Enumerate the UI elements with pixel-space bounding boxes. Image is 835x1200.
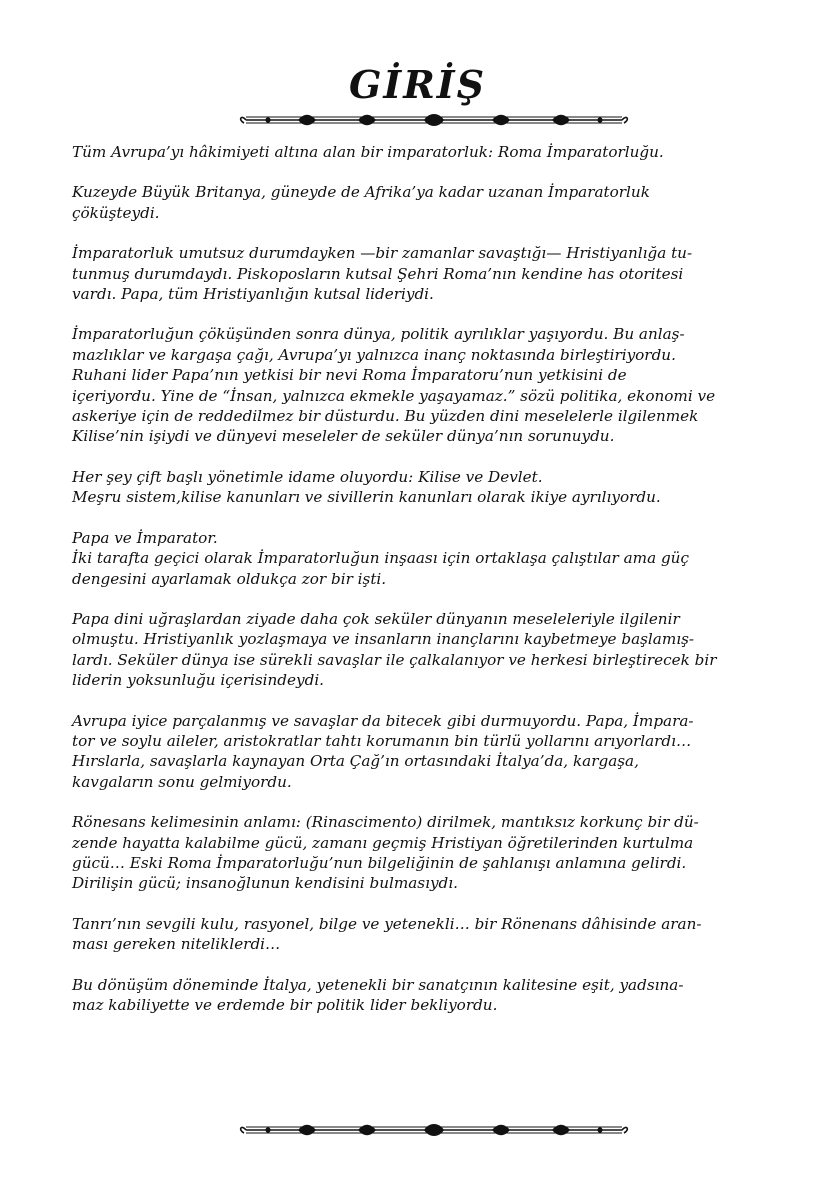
paragraph-line: Ruhani lider Papa’nın yetkisi bir nevi Roma İmparatoru’nun yetkisini de xyxy=(72,366,627,385)
paragraph-line: Dirilişin gücü; insanoğlunun kendisini bulmasıydı. xyxy=(72,874,458,893)
paragraph-line: Avrupa iyice parçalanmış ve savaşlar da bitecek gibi durmuyordu. Papa, İmpara- xyxy=(72,711,694,730)
paragraph-line: ması gereken niteliklerdi… xyxy=(72,935,281,954)
paragraph-line: içeriyordu. Yine de “İnsan, yalnızca ekmekle yaşayamaz.” sözü politika, ekonomi ve xyxy=(72,386,716,405)
paragraph xyxy=(72,182,784,223)
paragraph-line: Tanrı’nın sevgili kulu, rasyonel, bilge ve yetenekli… bir Rönenans dâhisinde aran- xyxy=(72,914,702,933)
paragraph-line: gücü… Eski Roma İmparatorluğu’nun bilgeliğinin de şahlanışı anlamına gelirdi. xyxy=(72,853,687,872)
paragraph-line: zende hayatta kalabilme gücü, zamanı geçmiş Hristiyan öğretilerinden kurtulma xyxy=(72,833,694,852)
paragraph-line: Papa ve İmparator. xyxy=(72,528,218,547)
paragraph xyxy=(72,324,784,446)
body-text xyxy=(72,142,784,1035)
paragraph-line: askeriye için de reddedilmez bir düsturdu. Bu yüzden dini meselelerle ilgilenmek xyxy=(72,407,699,426)
paragraph xyxy=(72,914,784,955)
paragraph xyxy=(72,812,784,894)
paragraph-line: lardı. Seküler dünya ise sürekli savaşlar ile çalkalanıyor ve herkesi birleştirecek bir xyxy=(72,650,717,669)
paragraph-line: vardı. Papa, tüm Hristiyanlığın kutsal lideriydi. xyxy=(72,285,434,304)
paragraph-line: Tüm Avrupa’yı hâkimiyeti altına alan bir imparatorluk: Roma İmparatorluğu. xyxy=(72,143,664,161)
paragraph xyxy=(72,467,784,508)
paragraph-line: dengesini ayarlamak oldukça zor bir işti. xyxy=(72,569,387,588)
page-title: GİRİŞ xyxy=(348,62,487,107)
ornament-divider-top-icon xyxy=(238,112,630,128)
paragraph-line: Hırslarla, savaşlarla kaynayan Orta Çağ’ın ortasındaki İtalya’da, kargaşa, xyxy=(72,752,639,771)
paragraph-line: kavgaların sonu gelmiyordu. xyxy=(72,772,292,791)
paragraph-line: Kuzeyde Büyük Britanya, güneyde de Afrika’ya kadar uzanan İmparatorluk xyxy=(72,183,650,202)
paragraph xyxy=(72,142,784,162)
paragraph-line: liderin yoksunluğu içerisindeydi. xyxy=(72,671,325,690)
paragraph-line: İki tarafta geçici olarak İmparatorluğun inşaası için ortaklaşa çalıştılar ama güç xyxy=(72,549,689,568)
paragraph xyxy=(72,609,784,691)
paragraph-line: maz kabiliyette ve erdemde bir politik lider bekliyordu. xyxy=(72,996,498,1014)
paragraph xyxy=(72,975,784,1016)
paragraph-line: İmparatorluğun çöküşünden sonra dünya, politik ayrılıklar yaşıyordu. Bu anlaş- xyxy=(72,325,685,344)
paragraph-line: İmparatorluk umutsuz durumdayken —bir zamanlar savaştığı— Hristiyanlığa tu- xyxy=(72,244,693,263)
paragraph-line: Her şey çift başlı yönetimle idame oluyordu: Kilise ve Devlet. xyxy=(72,467,543,486)
paragraph xyxy=(72,711,784,793)
paragraph-line: Rönesans kelimesinin anlamı: (Rinascimento) dirilmek, mantıksız korkunç bir dü- xyxy=(72,813,699,832)
paragraph-line: çöküşteydi. xyxy=(72,203,160,222)
ornament-divider-bottom-icon xyxy=(238,1122,630,1138)
paragraph-line: olmuştu. Hristiyanlık yozlaşmaya ve insanların inançlarını kaybetmeye başlamış- xyxy=(72,630,695,649)
paragraph-line: mazlıklar ve kargaşa çağı, Avrupa’yı yalnızca inanç noktasında birleştiriyordu. xyxy=(72,345,676,364)
paragraph-line: Papa dini uğraşlardan ziyade daha çok seküler dünyanın meseleleriyle ilgilenir xyxy=(72,609,680,628)
paragraph-line: Bu dönüşüm döneminde İtalya, yetenekli bir sanatçının kalitesine eşit, yadsına- xyxy=(72,975,684,994)
paragraph-line: Kilise’nin işiydi ve dünyevi meseleler de seküler dünya’nın sorunuydu. xyxy=(72,427,615,446)
paragraph-line: tor ve soylu aileler, aristokratlar tahtı korumanın bin türlü yollarını arıyorlardı… xyxy=(72,731,692,750)
paragraph xyxy=(72,528,784,589)
paragraph xyxy=(72,243,784,304)
paragraph-line: tunmuş durumdaydı. Piskoposların kutsal Şehri Roma’nın kendine has otoritesi xyxy=(72,264,684,283)
paragraph-line: Meşru sistem,kilise kanunları ve sivillerin kanunları olarak ikiye ayrılıyordu. xyxy=(72,488,661,507)
